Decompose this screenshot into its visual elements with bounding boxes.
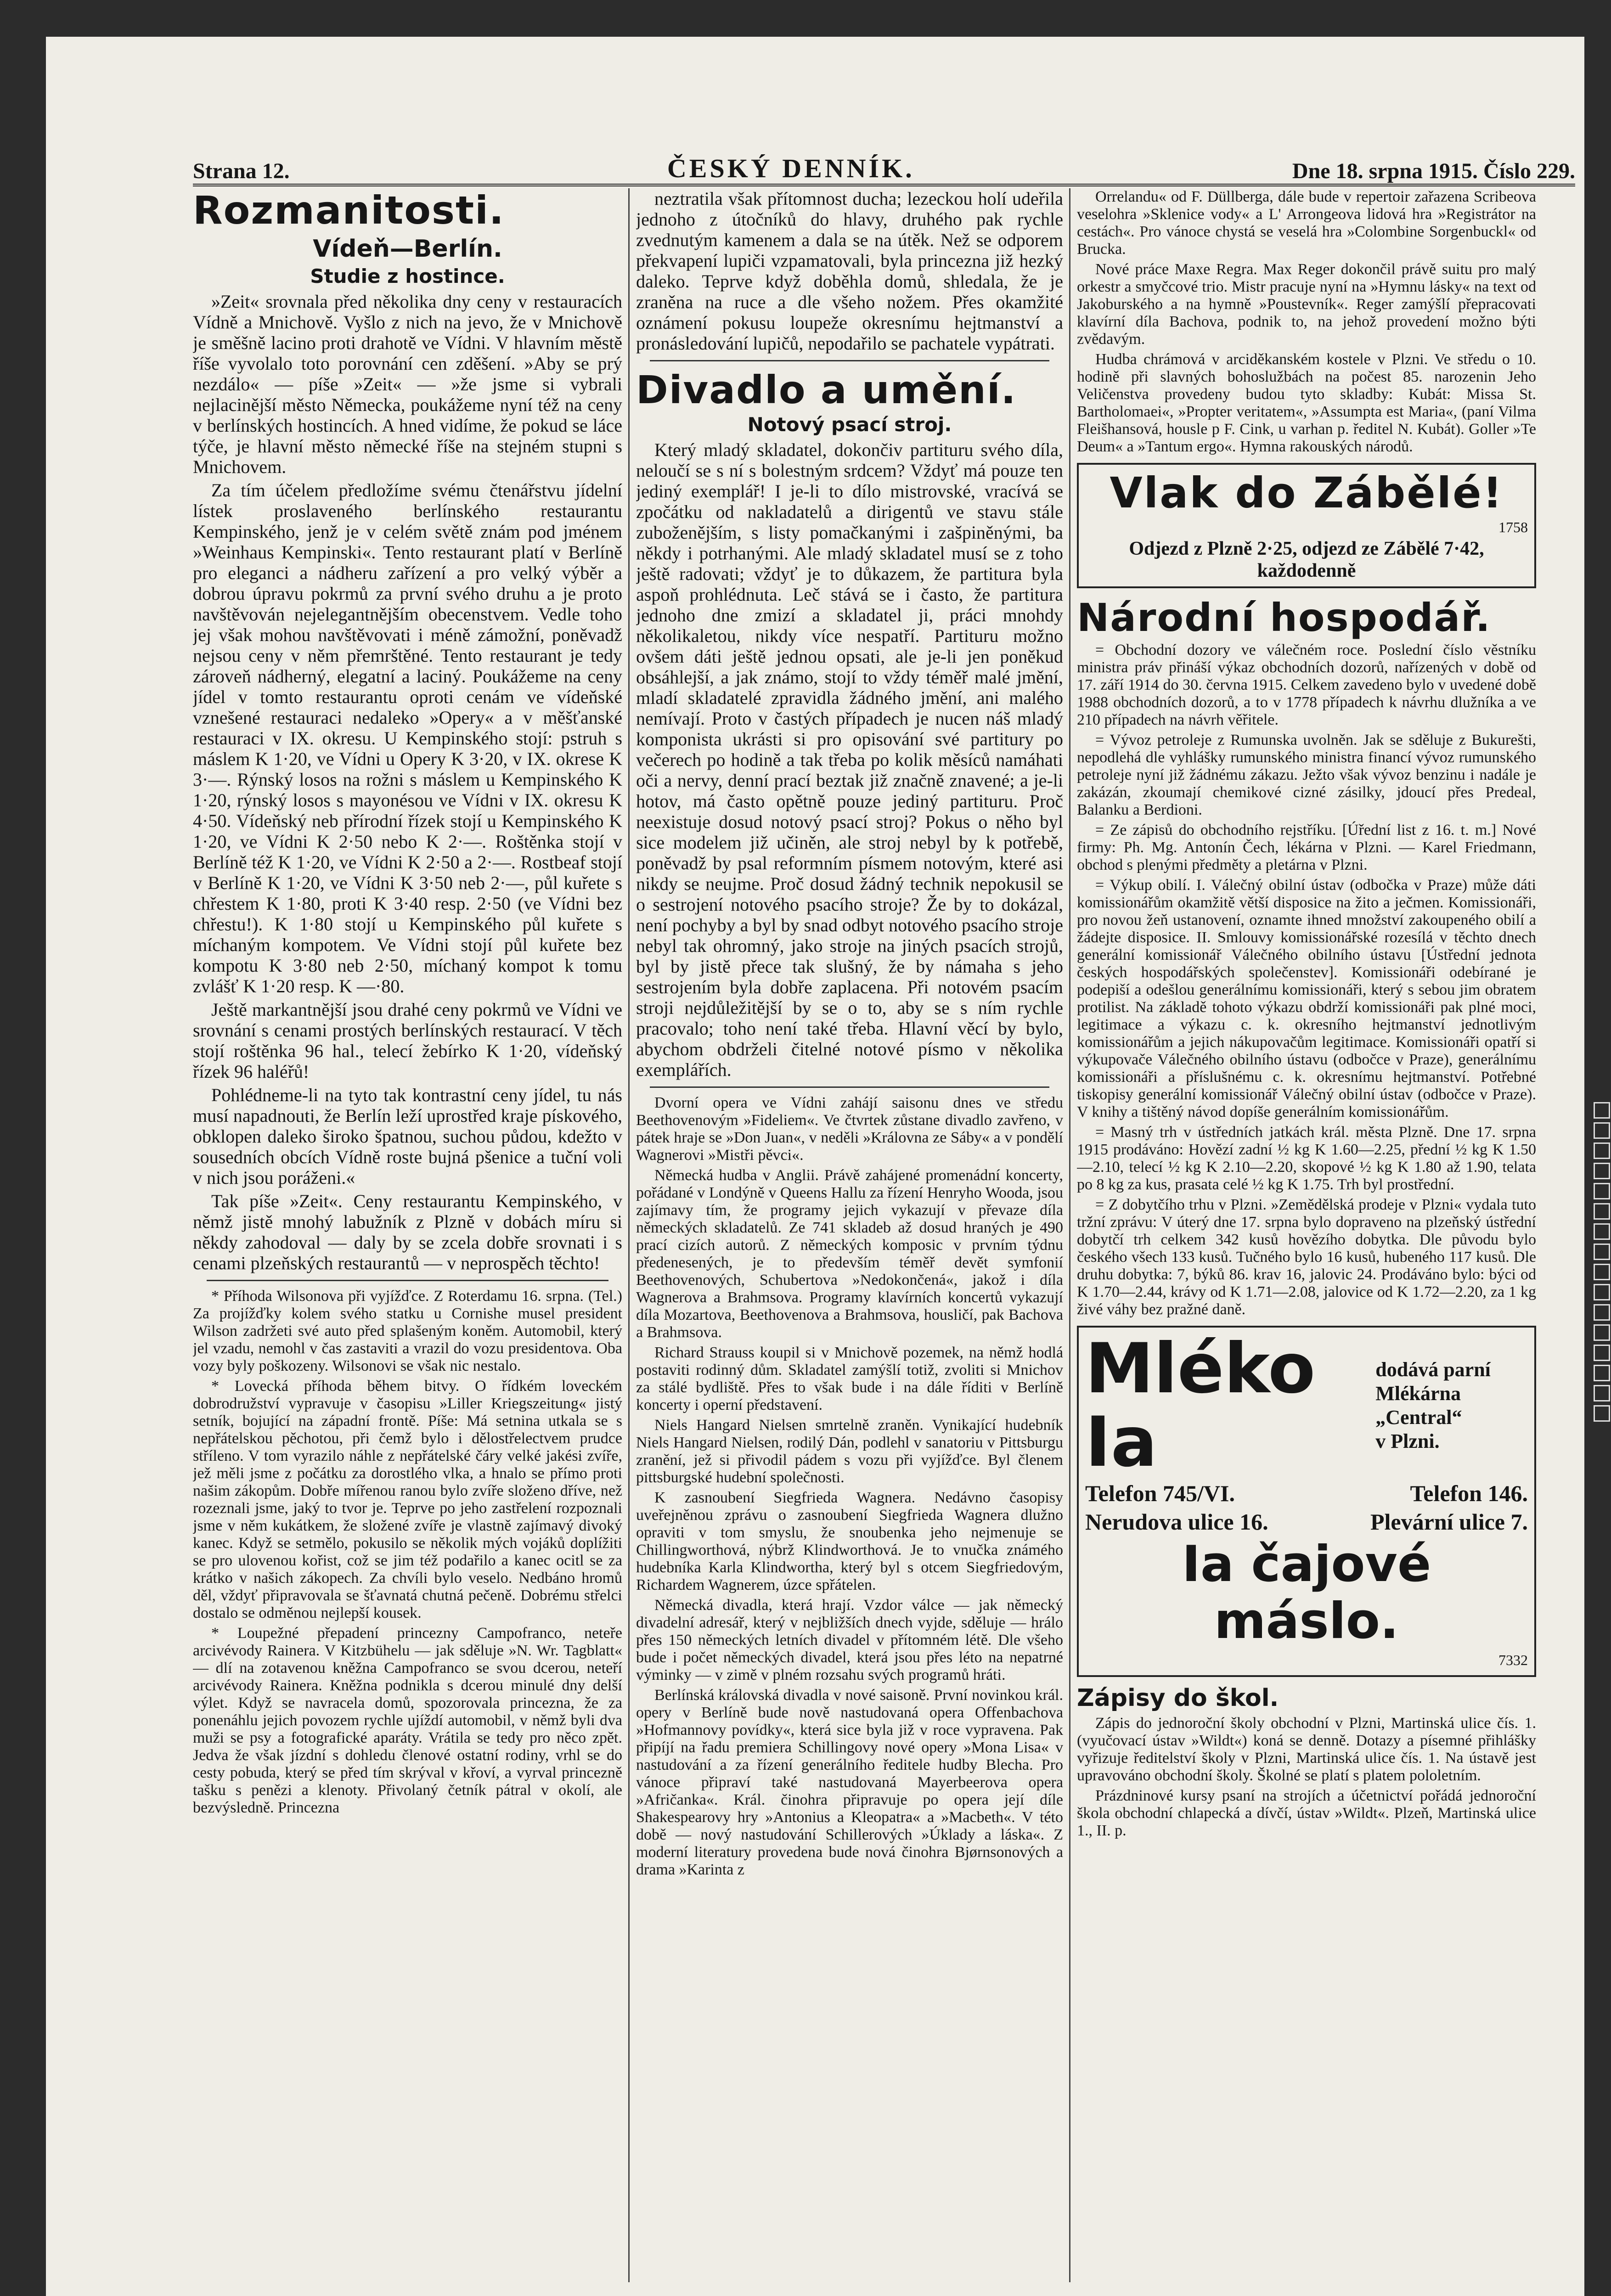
news-item-berlin-royal-theatres: Berlínská královská divadla v nové saisoně. První novinkou král. opery v Berlíně bude nově nastudovaná opera Offenbachova »Hofmannovy povídky«, která sice byla již v roce vypravena. Pak připíjí na řadu premiera Schillingovy nové opery »Mona Lisa« v nastudování a za řízení generálního ředitele hudby Blecha. Pro vánoce připraví také nastudovaná Mayerbeerova opera »Afričanka«. Král. činohra připravuje po opera její díle Shakespearovy hry »Antonius a Kleopatra« a »Macbeth«. V této době — nový nastudování Schillerových »Úklady a láska«. Z moderní literatury provedena bude nová činohra Bjørnsonových a drama »Karinta z: [636, 1687, 1063, 1878]
article-paragraph-continued: Orrelandu« od F. Düllberga, dále bude v repertoir zařazena Scribeova veselohra »Sklenice vody« a L' Arrongeova lidová hra »Registrátor na cestách«. Pro vánoce chystá se veselá hra »Colombine Sorgenbuckl« od Brucka.: [1077, 188, 1536, 258]
news-item-nielsen: Niels Hangard Nielsen smrtelně zraněn. Vynikající hudebník Niels Hangard Nielsen, rodilý Dán, podlehl v sanatoriu v Pittsburgu zranění, jež si přivodil pádem s vozu při vyjížďce. Byl členem pittsburgské hudební společnosti.: [636, 1417, 1063, 1486]
dairy-ad-city: v Plzni.: [1375, 1430, 1440, 1452]
news-item-campofranco: * Loupežné přepadení princezny Campofranco, neteře arcivévody Rainera. V Kitzbühelu — jak sděluje »N. Wr. Tagblatt« — dlí na zotavenou kněžna Campofranco se svou dcerou, neteří arcivévody Rainera. Kněžna podnikla s dcerou minulé dny delší výlet. Když se navracela domů, spozorovala princezna, že za ponenáhlu jejich povozem rychle ujíždí automobil, v němž byli dva muži se psy a fotografické aparáty. Vrátila se tedy pro něco zpět. Jedva že však jízdní s dohledu členové ostatní rodiny, vrhl se do cesty pobuda, který se před tím skrýval v křoví, a vyrval princezně tašku s penězi a klenoty. Přivolaný četník pátral v okolí, ale bezvýsledně. Princezna: [193, 1625, 622, 1816]
page-header: [193, 133, 1575, 186]
news-item-hunting: * Lovecká příhoda během bitvy. O řídkém loveckém dobrodružství vypravuje v časopisu »Liller Kriegszeitung« jistý setník, bojující na západní frontě. Píše: Má setnina utkala se s nepřátelskou pěchotou, při čemž bylo i dělostřelectvem prudce stříleno. V tom vyrazilo náhle z nepřátelské čáry velké jakési zvíře, jež měli jsme z počátku za dorostlého vlka, a hnalo se přímo proti našim zákopům. Dobře mířenou ranou bylo zvíře složeno dříve, než rozeznali jsme, jaký to tvor je. Teprve po jeho zastřelení rozpoznali jsme v něm kukátkem, že složené zvíře je vlastně zajímavý divoký kanec. Když se setmělo, pokusilo se několik mých vojáků doplížiti se pro ulovenou kořist, což se jim též podařilo a kanec ocitl se za krátko v našich zákopech. Za chvíli bylo veselo. Nedbáno hromů děl, vždyť připravovala se šťavnatá chutná pečeně. Dobrému střelci dostalo se odměnou nejlepší kousek.: [193, 1378, 622, 1621]
dairy-ad-addresses: [1085, 1508, 1528, 1536]
news-item-german-theatres: Německá divadla, která hrají. Vzdor válce — jak německý divadelní adresář, který v nejbližších dnech vyjde, sděluje — hrálo přes 150 německých letních divadel v přítomném létě. Dle všeho bude i počet německých divadel, která jsou přes léto na nepatrné výminky — v zimě v plném rozsahu svých programů hráti.: [636, 1597, 1063, 1683]
column-divider: [628, 188, 630, 2282]
news-item-german-music-england: Německá hudba v Anglii. Právě zahájené promenádní koncerty, pořádané v Londýně v Queens Hallu za řízení Henryho Wooda, jsou zajímavy tím, že programy jejich vykazují v převaze díla německých skladatelů. Ze 741 skladeb až dosud hraných je 490 prací cizích autorů. Z německých komposic v prvním týdnu předenesených, je to především téměř devět symfonií Beethovenových, Schubertova »Nedokončená«, jakož i díla Wagnerova a Brahmsova. Programy klavírních koncertů vykazují díla Mozartova, Beethovenova a Brahmsova, housličí, pak Bachova a Brahmsova.: [636, 1167, 1063, 1341]
news-item-vienna-opera: Dvorní opera ve Vídni zahájí saisonu dnes ve středu Beethovenovým »Fideliem«. Ve čtvrtek zůstane divadlo zavřeno, v pátek hraje se »Don Juan«, v neděli »Královna ze Sáby« a v pondělí Wagnerovi »Mistři pěvci«.: [636, 1094, 1063, 1164]
column-divider: [1069, 188, 1070, 2282]
news-item-max-reger: Nové práce Maxe Regra. Max Reger dokončil právě suitu pro malý orkestr a smyčcové trio. Mistr pracuje nyní na »Hymnu lásky« na text od Jakoburského a na hymně »Poustevník«. Reger zamýšlí přepracovati klavírní díla Bachova, podnik to, na jehož provedení možno býti zvědavým.: [1077, 261, 1536, 348]
section-heading-school-enrolment: Zápisy do škol.: [1077, 1684, 1279, 1712]
train-ad-headline: Vlak do Zábělé!: [1110, 468, 1504, 518]
school-item: Prázdninové kursy psaní na strojích a účetnictví pořádá jednoroční škola obchodní chlapecká a dívčí, ústav »Wildt«. Plzeň, Martinská ulice 1., II. p.: [1077, 1787, 1536, 1839]
dairy-ad-phone: Telefon 146.: [1410, 1480, 1528, 1506]
news-item-richard-strauss: Richard Strauss koupil si v Mnichově pozemek, na němž hodlá postaviti rodinný dům. Skladatel zamýšlí totiž, zvoliti si Mnichov za stálé bydliště. Přes to však bude i na dále říditi v Berlíně koncerty i operní představení.: [636, 1344, 1063, 1413]
dairy-ad-supplier-block: [1375, 1358, 1528, 1453]
divider: [207, 1280, 608, 1281]
dairy-ad-phones: [1085, 1479, 1528, 1508]
article-title-vienna-berlin: Vídeň—Berlín.: [313, 235, 502, 263]
economy-item: = Masný trh v ústředních jatkách král. města Plzně. Dne 17. srpna 1915 prodáváno: Hovězí zadní ½ kg K 1.60—2.25, přední ½ kg K 1.50—2.10, telecí ½ kg K 2.10—2.20, skopové ½ kg K 1.80 až 1.90, telata po 8 kg za kus, prasata celé ½ kg K 1.75. Trh byl prostřední.: [1077, 1124, 1536, 1193]
train-advertisement: [1077, 463, 1536, 588]
dairy-ad-supplier: dodává parní: [1375, 1358, 1491, 1381]
column-3: [1077, 188, 1536, 2282]
article-paragraph: Pohlédneme-li na tyto tak kontrastní ceny jídel, tu nás musí napadnouti, že Berlín leží uprostřed kraje pískového, obklopen daleko široko špatnou, suchou půdou, kdežto v sousedních obcích Vídně roste bujná pšenice a tuční voli v nich jsou poráženi.«: [193, 1085, 622, 1188]
economy-item: = Výkup obilí. I. Válečný obilní ústav (odbočka v Praze) může dáti komissionářům okamžitě větší disposice na žito a ječmen. Komissionáři, pro novou žeň ustanovení, oznamte ihned množství zakoupeného obilí a žádejte disposice. II. Smlouvy komissionářské rozesílá v těchto dnech generální komissionář Válečného obilního ústavu [Ústřední jednota českých hospodářských společenstev]. Komissionáři odebírané je podepiší a odešlou generálnímu komissionáři, který s sebou jim obratem protilist. Na základě tohoto výkazu obdrží komissionáři pak plné moci, legitimace a výkazu c. k. okresního hejtmanství jednotlivým komissionářům a jejich nákupovačům legitimace. Komissionáři opatří si výkupovače Válečného obilního ústavu (odbočce v Praze), generálnímu komissionáři a příslušnému c. k. okresnímu hejtmanství. Potřebné tiskopisy generální komissionář Válečný obilní ústav (odbočce v Praze). V knihy a tištěný návod dopíše generálním komissionářům.: [1077, 877, 1536, 1120]
economy-item: = Vývoz petroleje z Rumunska uvolněn. Jak se sděluje z Bukurešti, nepodlehá dle vyhlášky rumunského ministra financí vývoz rumunského petroleje nyní již žádnému zákazu. Ježto však vývoz benzinu i nadále je zakázán, zkoumají chemikové cizné zásilky, jdoucí přes Predeal, Balanku a Berdioni.: [1077, 732, 1536, 818]
dairy-ad-number: 7332: [1498, 1652, 1528, 1668]
divider: [650, 1086, 1049, 1088]
article-paragraph: »Zeit« srovnala před několika dny ceny v restauracích Vídně a Mnichově. Vyšlo z nich na jevo, že v Mnichově je směšně lacino proti drahotě ve Vídni. V hlavním městě říše vyvolalo toto porovnání cen zděšení. »Aby se prý nezdálo« — píše »Zeit« — »že jsme si vybrali nejlacinější město Německa, poukážeme nyní též na ceny v berlínských hostincích. A hned vidíme, že pokud se láce týče, je hlavní město německé říše na stejném stupni s Mnichovem.: [193, 291, 622, 477]
economy-item: = Ze zápisů do obchodního rejstříku. [Úřední list z 16. t. m.] Nové firmy: Ph. Mg. Antonín Čech, lékárna v Plzni. — Karel Friedmann, obchod s plenými předměty a pletárna v Plzni.: [1077, 822, 1536, 873]
news-item-wilson: * Příhoda Wilsonova při vyjížďce. Z Roterdamu 16. srpna. (Tel.) Za projížďky kolem svého statku u Cornishe musel president Wilson zadržeti své auto před splašeným koněm. Automobil, který jel vzadu, nemohl v čas zastaviti a vrazil do vozu presidentova. Oba vozy byly poškozeny. Wilsonovi se však nic nestalo.: [193, 1288, 622, 1374]
train-ad-number: 1758: [1498, 519, 1528, 535]
issue-number: Číslo 229.: [1483, 159, 1575, 183]
dairy-ad-address: Nerudova ulice 16.: [1085, 1509, 1268, 1535]
dairy-ad-address: Plevární ulice 7.: [1370, 1509, 1528, 1535]
economy-item: = Z dobytčího trhu v Plzni. »Zemědělská prodeje v Plzni« vydala tuto tržní zprávu: V úterý dne 17. srpna bylo dopraveno na plzeňský ústřední dobytčí trh celkem 342 kusů hovězího dobytka. Dle původu bylo českého všech 133 kusů. Tučného bylo 16 kusů, hubeného 117 kusů. Dle druhu dobytka: 7, býků 86. krav 16, jalovic 24. Prodáváno bylo: býci od K 1.70—2.44, krávy od K 1.71—2.08, jalovice od K 1.72—2.20, za 1 kg živé váhy bez pražné daně.: [1077, 1196, 1536, 1318]
dairy-ad-company: Mlékárna „Central“: [1375, 1382, 1462, 1429]
section-heading-theatre-art: Divadlo a umění.: [636, 367, 1017, 412]
column-1: [193, 188, 622, 2282]
issue-date-and-number: [1292, 158, 1575, 184]
news-item-church-music: Hudba chrámová v arciděkanském kostele v Plzni. Ve středu o 10. hodině při slavných bohoslužbách na počest 85. narozenin Jeho Veličenstva provedeny budou tyto skladby: Kubát: Missa St. Bartholomaei«, »Propter veritatem«, »Assumpta est Maria«, (paní Vilma Fleišhansová, housle p F. Cink, u varhan p. ředitel N. Kubát). Goller »Te Deum« a »Tantum ergo«. Hymna rakouských národů.: [1077, 351, 1536, 455]
news-item-siegfried-wagner: K zasnoubení Siegfrieda Wagnera. Nedávno časopisy uveřejněnou zprávu o zasnoubení Siegfrieda Wagnera dlužno opraviti v tom smyslu, že snoubenka jeho nejmenuje se Chillingworthová, nýbrž Klindworthová. Je to vnučka známého hudebníka Karla Klindwortha, který byl s otcem Siegfriedovým, Richardem Wagnerem, úzce spřátelen.: [636, 1489, 1063, 1593]
school-item: Zápis do jednoroční školy obchodní v Plzni, Martinská ulice čís. 1. (vyučovací ústav »Wildt«) koná se denně. Dotazy a písemné přihlášky vyřizuje ředitelství školy v Plzni, Martinská ulice čís. 1. Na ústavě jest upravováno obchodní školy. Školné se platí s platem pololetním.: [1077, 1715, 1536, 1784]
column-2: [636, 188, 1063, 2282]
dairy-ad-butter: Ia čajové máslo.: [1182, 1536, 1431, 1650]
article-paragraph: Za tím účelem předložíme svému čtenářstvu jídelní lístek proslaveného berlínského restaurantu Kempinského, jenž je v celém světě znám pod jménem »Weinhaus Kempinski«. Tento restaurant platí v Berlíně pro eleganci a nádheru zařízení a pro velký výběr a dobrou úpravu pokrmů za první svého druhu a je proto navštěvován nejelegantnějším obecenstvem. Vedle toho jej však mohou navštěvovati i méně zámožní, poněvadž nejsou ceny v něm přemrštěné. Tento restaurant je tedy zároveň nádherný, elegatní a laciný. Poukážeme na ceny jídel v tomto restaurantu oproti cenám ve vídeňské vznešené restauraci nedaleko »Opery« a v měšťanské restauraci v IX. okresu. U Kempinského stojí: pstruh s máslem K 1·20, ve Vídni u Opery K 3·20, v IX. okrese K 3·—. Rýnský losos na rožni s máslem u Kempinského K 1·20, rýnský losos s mayonésou ve Vídni v IX. okresu K 4·50. Vídeňský neb přírodní řízek stojí u Kempinského K 1·20, ve Vídni K 2·50 nebo K 2·—. Roštěnka stojí v Berlíně též K 1·20, ve Vídni K 2·50 a 2·—. Rostbeaf stojí v Berlíně K 1·20, ve Vídni K 3·50 neb 2·—, půl kuřete s chřestem K 1·80, proti K 3·40 resp. 2·50 (ve Vídni bez chřestu!). K 1·80 stojí u Kempinského půl kuřete s míchaným kompotem. Ve Vídni stojí půl kuřete bez kompotu K 3·80 neb 2·50, míchaný kompot k tomu zvlášť K 1·20 resp. K —·80.: [193, 480, 622, 996]
train-ad-schedule: Odjezd z Plzně 2·25, odjezd ze Zábělé 7·42, každodenně: [1129, 538, 1484, 581]
article-paragraph: Ještě markantnější jsou drahé ceny pokrmů ve Vídni ve srovnání s cenami prostých berlínských restaurací. V těch stojí roštěnka 96 hal., telecí žebírko K 1·20, vídeňský řízek 96 haléřů!: [193, 999, 622, 1082]
masthead-title: ČESKÝ DENNÍK.: [667, 153, 915, 183]
film-edge-perforation: [1594, 1102, 1611, 1892]
newspaper-page: [46, 37, 1584, 2296]
section-heading-miscellany: Rozmanitosti.: [193, 188, 505, 233]
page-number: Strana 12.: [193, 159, 290, 183]
section-heading-economy: Národní hospodář.: [1077, 595, 1491, 640]
issue-date: Dne 18. srpna 1915.: [1292, 159, 1478, 183]
divider: [650, 360, 1049, 361]
article-paragraph: Který mladý skladatel, dokončiv partituru svého díla, neloučí se s ní s bolestným srdcem? Vždyť má pouze ten jediný exemplář! I je-li to dílo mistrovské, vracívá se zpočátku od nakladatelů a dirigentů ve stavu stále zuboženějším, s listy pomačkanými i zašpiněnými, ba někdy i potrhanými. Ale mladý skladatel musí se z toho ještě radovati; vždyť je to důkazem, že partitura byla aspoň prohlédnuta. Leč stává se i často, že partitura jednoho dne zmizí a skladatel ji, práci mnohdy několikaletou, nikdy více nespatří. Partituru možno ovšem dáti ještě jednou opsati, ale je-li jen poněkud obsáhlejší, a jak známo, stojí to vždy téměř malé jmění, mladí skladatelé zpravidla žádného jmění, ani malého nemívají. Proto v častých případech je nucen náš mladý komponista ukrásti si pro opisování své partitury po večerech po hodině a tak třeba po kolik měsíců namáhati oči a nervy, denní prací beztak již značně znavené; a je-li hotov, má často opětně pouze jediný partituru. Proč neexistuje dosud notový psací stroj? Pokus o něho byl sice modelem již učiněn, ale stroj nebyl by k potřebě, poněvadž by psal reformním písmem notovým, které asi nikdy se neujme. Proč dosud žádný technik nepokusil se o sestrojení notového psacího stroje? Že by to dokázal, není pochyby a byl by snad odbyt notového psacího stroje nebyl tak ohromný, jako stroje na jiných psacích strojů, byl by jistě přece tak slušný, že by námaha s jeho sestrojením byla dobře zaplacena. Při notovém psacím stroji nejdůležitější by se o to, aby se s ním rychle pracovalo; toho není také třeba. Hlavní věcí by bylo, abychom obdrželi čitelné notové písmo v několika exemplářích.: [636, 439, 1063, 1080]
dairy-ad-top: [1085, 1329, 1528, 1482]
article-paragraph: Tak píše »Zeit«. Ceny restaurantu Kempinského, v němž jistě mnohý labužník z Plzně v dobách míru si někdy zahodoval — daly by se zcela dobře srovnati i s cenami plzeňských restaurantů — v neprospěch těchto!: [193, 1191, 622, 1273]
economy-item: = Obchodní dozory ve válečném roce. Poslední číslo věstníku ministra práv přináší výkaz obchodních dozorů, nařízených v době od 17. září 1914 do 30. června 1915. Celkem zavedeno bylo v uvedené době 1988 obchodních dozorů, a to v 1778 případech k návrhu dlužníka a ve 210 případech na návrh věřitele.: [1077, 642, 1536, 728]
article-title-music-typewriter: Notový psací stroj.: [747, 413, 952, 436]
article-paragraph-continued: neztratila však přítomnost ducha; lezeckou holí udeřila jednoho z útočníků do hlavy, druhého pak rychle zvednutým kamenem a dala se na útěk. Než se odporem překvapení lupiči vzpamatovali, byla princezna již hezký daleko. Teprve když doběhla domů, shledala, že je zraněna na ruce a dle všeho nožem. Přes okamžité oznámení pokusu loupeže okresnímu hejtmanství a pronásledování lupičů, nepodařilo se pachatele vypátrati.: [636, 188, 1063, 354]
dairy-ad-logo: Mléko Ia: [1085, 1329, 1316, 1482]
dairy-advertisement: [1077, 1326, 1536, 1677]
dairy-ad-phone: Telefon 745/VI.: [1085, 1480, 1235, 1506]
article-kicker: Studie z hostince.: [310, 265, 505, 287]
